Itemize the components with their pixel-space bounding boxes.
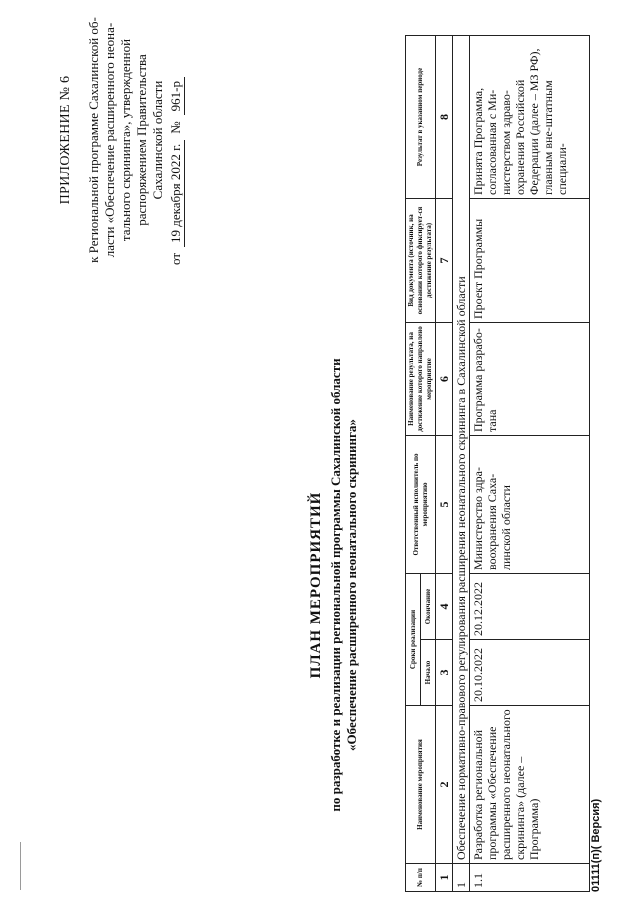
header-end: Окончание (421, 573, 436, 639)
appendix-line: Сахалинской области (150, 80, 165, 200)
section-num: 1 (453, 864, 470, 892)
plan-title: ПЛАН МЕРОПРИЯТИЙ (308, 491, 324, 679)
header-period: Сроки реализации (406, 573, 421, 705)
col-number: 7 (436, 198, 453, 322)
row-num: 1.1 (470, 864, 590, 892)
version-stamp: 01111(п)( Версия) (590, 798, 602, 892)
date-prefix: от (168, 252, 183, 265)
row-name: Разработка региональной программы «Обеспечение расширенного неонатального скрининга» (далее – Программа) (470, 706, 590, 864)
appendix-line: тального скрининга», утвержденной (118, 38, 133, 242)
col-number: 3 (436, 640, 453, 706)
header-start: Начало (421, 640, 436, 706)
col-number: 8 (436, 35, 453, 198)
section-row (453, 35, 470, 891)
appendix-line: распоряжением Правительства (134, 54, 149, 226)
header-result-period: Результат в указанном периоде (406, 35, 436, 198)
header-name: Наименование мероприятия (406, 706, 436, 864)
appendix-date-line (168, 15, 185, 265)
header-result-name: Наименование результата, на достижение которого направлено мероприятие (406, 322, 436, 435)
plan-heading (308, 325, 360, 845)
col-number: 1 (436, 864, 453, 892)
appendix-body (86, 15, 166, 265)
table-row (470, 35, 590, 891)
plan-subtitle-1: по разработке и реализации региональной программы Сахалинской области (328, 358, 343, 812)
appendix-title: ПРИЛОЖЕНИЕ № 6 (58, 75, 73, 205)
plan-subtitle-2: «Обеспечение расширенного неонатального скрининга» (344, 419, 359, 751)
header-responsible: Ответственный исполнитель по мероприятию (406, 435, 436, 573)
date-value: 19 декабря 2022 г. (168, 140, 185, 247)
row-doc-type: Проект Программы (470, 198, 590, 322)
row-responsible: Министерство здра-воохранения Саха-линской области (470, 435, 590, 573)
col-number: 4 (436, 573, 453, 639)
row-result: Принята Программа, согласованная с Ми-нистерством здраво-охранения Российской Федерации (далее – МЗ РФ), главным вне-штатным специали- (470, 35, 590, 198)
header-doc-type: Вид документа (источник, на основании которого фиксирует-ся достижение результата) (406, 198, 436, 322)
col-number: 6 (436, 322, 453, 435)
col-number: 5 (436, 435, 453, 573)
plan-table (405, 35, 590, 892)
row-end: 20.12.2022 (470, 573, 590, 639)
header-num: № п/п (406, 864, 436, 892)
col-number: 2 (436, 706, 453, 864)
column-number-row (436, 35, 453, 891)
number-sign: № (168, 121, 183, 134)
row-result-name: Программа разрабо-тана (470, 322, 590, 435)
document-number: 961-р (168, 77, 185, 115)
section-title: Обеспечение нормативно-правового регулирования расширения неонатального скрининга в Сахалинской области (453, 35, 470, 863)
appendix-line: ласти «Обеспечение расширенного неона- (102, 22, 117, 258)
appendix-block (58, 15, 185, 265)
header-row (406, 35, 421, 891)
row-start: 20.10.2022 (470, 640, 590, 706)
appendix-line: к Региональной программе Сахалинской об- (86, 17, 101, 263)
